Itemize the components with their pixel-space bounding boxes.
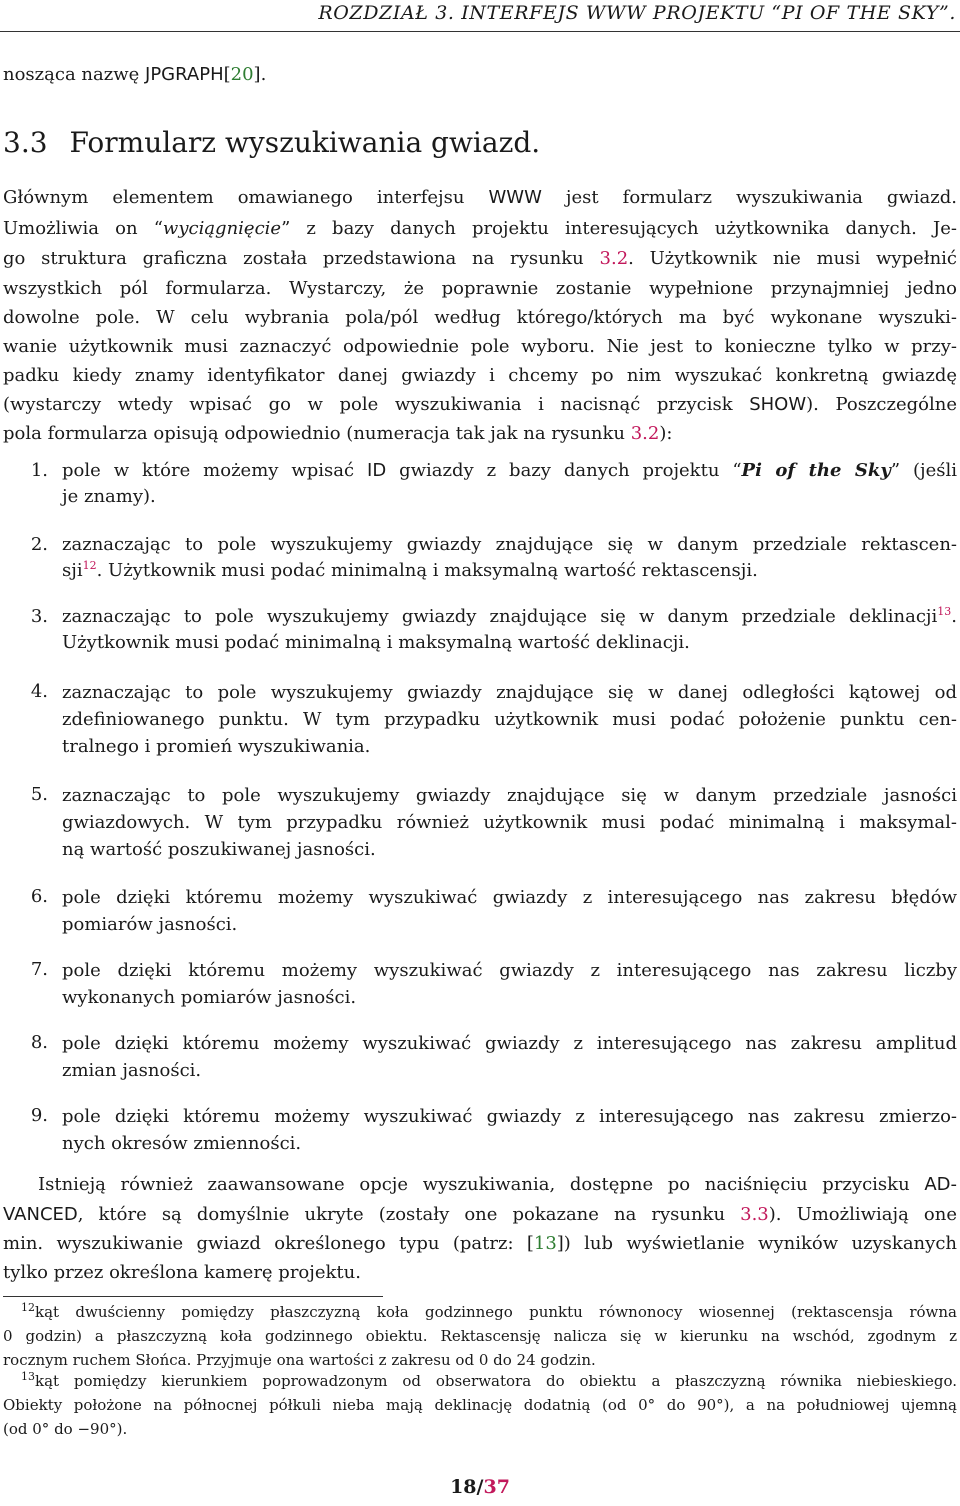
text: ). Poszczególne <box>806 394 957 415</box>
ref-bracket-open: [ <box>223 64 231 85</box>
list-item-number: 3. <box>30 606 48 627</box>
footnote-13 <box>3 1369 957 1441</box>
intro-line <box>3 62 957 88</box>
text: kąt dwuścienny pomiędzy płaszczyzną koła godzinnego punktu równonocy wiosennej (rektascensja równa <box>35 1303 957 1321</box>
text: Głównym elementem omawianego interfejsu <box>3 187 489 208</box>
project-name: Pi of the Sky <box>741 460 891 481</box>
list-item-text <box>62 884 957 938</box>
text-line: zaznaczając to pole wyszukujemy gwiazdy znajdujące się w danej odległości kątowej od <box>62 682 957 703</box>
text-line: pole dzięki któremu możemy wyszukiwać gwiazdy z interesującego nas zakresu zmierzo- <box>62 1106 957 1127</box>
text: ]) lub wyświetlanie wyników uzyskanych <box>556 1233 957 1254</box>
list-item-text <box>62 458 957 510</box>
list-item-number: 2. <box>30 534 48 555</box>
text-line: zaznaczając to pole wyszukujemy gwiazdy znajdujące się w danym przedziale rektascen- <box>62 534 957 555</box>
list-item-number: 1. <box>30 460 48 481</box>
id-term: ID <box>367 460 387 481</box>
text: min. wyszukiwanie gwiazd określonego typu (patrz: [ <box>3 1233 534 1254</box>
section-title: Formularz wyszukiwania gwiazd. <box>69 126 541 159</box>
text: gwiazdy z bazy danych projektu “ <box>386 460 742 481</box>
text-line: (od 0° do −90°). <box>3 1420 128 1438</box>
header-rule <box>0 31 960 32</box>
citation-link-13[interactable]: 13 <box>533 1233 557 1254</box>
total-pages-link[interactable]: 37 <box>483 1476 510 1498</box>
text-line: zaznaczając to pole wyszukujemy gwiazdy znajdujące się w danym przedziale jasności <box>62 785 957 806</box>
figure-ref-3-2[interactable]: 3.2 <box>630 423 660 444</box>
text: , które są domyślnie ukryte (zostały one pokazane na rysunku <box>77 1204 741 1225</box>
list-item-text <box>62 957 957 1011</box>
www-term: WWW <box>488 187 542 208</box>
text: kąt pomiędzy kierunkiem poprowadzonym od obserwatora do obiektu a płaszczyzną równika niebieskiego. <box>35 1372 957 1390</box>
list-item-text <box>62 1103 957 1157</box>
paragraph-line <box>3 1231 957 1257</box>
advanced-term: AD- <box>924 1174 957 1195</box>
paragraph-line <box>3 216 957 242</box>
figure-ref-3-3[interactable]: 3.3 <box>740 1204 769 1225</box>
text-line: ną wartość poszukiwanej jasności. <box>62 839 376 860</box>
text-line: zdefiniowanego punktu. W tym przypadku użytkownik musi podać położenie punktu cen- <box>62 709 957 730</box>
page-number <box>0 1476 960 1498</box>
text-line: wykonanych pomiarów jasności. <box>62 987 357 1008</box>
text-line: gwiazdowych. W tym przypadku również użytkownik musi podać minimalną i maksymal- <box>62 812 957 833</box>
footnote-mark: 12 <box>21 1301 35 1314</box>
list-item-number: 9. <box>30 1105 48 1126</box>
text: pole w które możemy wpisać <box>62 460 368 481</box>
page-separator: / <box>476 1476 484 1498</box>
text: ” (jeśli <box>890 460 957 481</box>
text-line: pole dzięki któremu możemy wyszukiwać gwiazdy z interesującego nas zakresu błędów <box>62 887 957 908</box>
ref-bracket-close: ]. <box>253 64 267 85</box>
text-line: je znamy). <box>62 486 156 507</box>
list-item-text <box>62 1030 957 1084</box>
paragraph-line: wanie użytkownik musi zaznaczyć odpowiednie pole wyboru. Nie jest to konieczne tylko w przy- <box>3 336 957 357</box>
text-line <box>62 458 957 484</box>
library-name: JPGRAPH <box>145 64 224 85</box>
text: jest formularz wyszukiwania gwiazd. <box>541 187 957 208</box>
paragraph-line: wszystkich pól formularza. Wystarczy, że poprawnie zostanie wypełnione przynajmniej jedno <box>3 278 957 299</box>
emphasis: wyciągnięcie <box>162 218 282 239</box>
paragraph-line: padku kiedy znamy identyfikator danej gwiazdy i chcemy po nim wyszukać konkretną gwiazdę <box>3 365 957 386</box>
text-line: pole dzięki któremu możemy wyszukiwać gwiazdy z interesującego nas zakresu liczby <box>62 960 957 981</box>
text: sji <box>62 560 83 581</box>
text-line: Obiekty położone na północnej półkuli nieba mają deklinację dodatnią (od 0° do 90°), a na południowej ujemną <box>3 1396 957 1414</box>
paragraph-line <box>3 392 957 418</box>
list-item-text <box>62 604 957 656</box>
text-line: zmian jasności. <box>62 1060 202 1081</box>
text: pola formularza opisują odpowiednio (numeracja tak jak na rysunku <box>3 423 631 444</box>
footnote-marker-13[interactable]: 13 <box>937 605 952 618</box>
running-header: ROZDZIAŁ 3. INTERFEJS WWW PROJEKTU “PI OF THE SKY”. <box>318 2 956 24</box>
list-item-text <box>62 782 957 863</box>
section-heading <box>3 126 540 159</box>
list-item-number: 5. <box>30 784 48 805</box>
text: ): <box>659 423 673 444</box>
text: . <box>951 606 957 627</box>
section-number: 3.3 <box>3 126 48 159</box>
text-line: pole dzięki któremu możemy wyszukiwać gwiazdy z interesującego nas zakresu amplitud <box>62 1033 957 1054</box>
footnote-mark: 13 <box>21 1370 35 1383</box>
text: (wystarczy wtedy wpisać go w pole wyszukiwania i nacisnąć przycisk <box>3 394 750 415</box>
list-item-number: 7. <box>30 959 48 980</box>
text-line: 0 godzin) a płaszczyzną koła godzinnego obiektu. Rektascensję nalicza się w kierunku na wschód, zgodnym z <box>3 1327 957 1345</box>
footnote-rule <box>3 1296 383 1297</box>
footnote-marker-12[interactable]: 12 <box>82 559 97 572</box>
list-item-number: 8. <box>30 1032 48 1053</box>
text: . Użytkownik musi podać minimalną i maksymalną wartość rektascensji. <box>96 560 758 581</box>
paragraph-line: tylko przez określona kamerę projektu. <box>3 1262 361 1283</box>
text-line: tralnego i promień wyszukiwania. <box>62 736 371 757</box>
text: Istnieją również zaawansowane opcje wyszukiwania, dostępne po naciśnięciu przycisku <box>38 1174 925 1195</box>
citation-link-20[interactable]: 20 <box>230 64 254 85</box>
list-item-number: 6. <box>30 886 48 907</box>
figure-ref-3-2[interactable]: 3.2 <box>599 248 629 269</box>
text: Umożliwia on “ <box>3 218 163 239</box>
paragraph-line: dowolne pole. W celu wybrania pola/pól według którego/których ma być wykonane wyszuki- <box>3 307 957 328</box>
list-item-text <box>62 679 957 760</box>
text: . Użytkownik nie musi wypełnić <box>628 248 958 269</box>
footnote-12 <box>3 1300 957 1372</box>
text-line <box>62 558 957 584</box>
paragraph-line <box>3 185 957 211</box>
paragraph-line <box>3 421 957 447</box>
text-line: pomiarów jasności. <box>62 914 238 935</box>
text-line <box>3 1300 957 1324</box>
text: ). Umożliwiają one <box>768 1204 957 1225</box>
list-item-text <box>62 532 957 584</box>
text-line <box>62 604 957 630</box>
advanced-term: VANCED <box>3 1204 78 1225</box>
paragraph-line <box>3 246 957 272</box>
text-line: nych okresów zmienności. <box>62 1133 302 1154</box>
text: go struktura graficzna została przedstawiona na rysunku <box>3 248 600 269</box>
paragraph-line <box>38 1172 957 1198</box>
text: ” z bazy danych projektu interesujących użytkownika danych. Je- <box>281 218 958 239</box>
current-page: 18 <box>450 1476 477 1498</box>
text-line: rocznym ruchem Słońca. Przyjmuje ona wartości z zakresu od 0 do 24 godzin. <box>3 1351 596 1369</box>
list-item-number: 4. <box>30 681 48 702</box>
intro-text: nosząca nazwę <box>3 64 146 85</box>
text-line <box>3 1369 957 1393</box>
text-line: Użytkownik musi podać minimalną i maksymalną wartość deklinacji. <box>62 632 690 653</box>
text: zaznaczając to pole wyszukujemy gwiazdy znajdujące się w danym przedziale deklinacji <box>62 606 938 627</box>
show-button-term: SHOW <box>749 394 807 415</box>
paragraph-line <box>3 1202 957 1228</box>
